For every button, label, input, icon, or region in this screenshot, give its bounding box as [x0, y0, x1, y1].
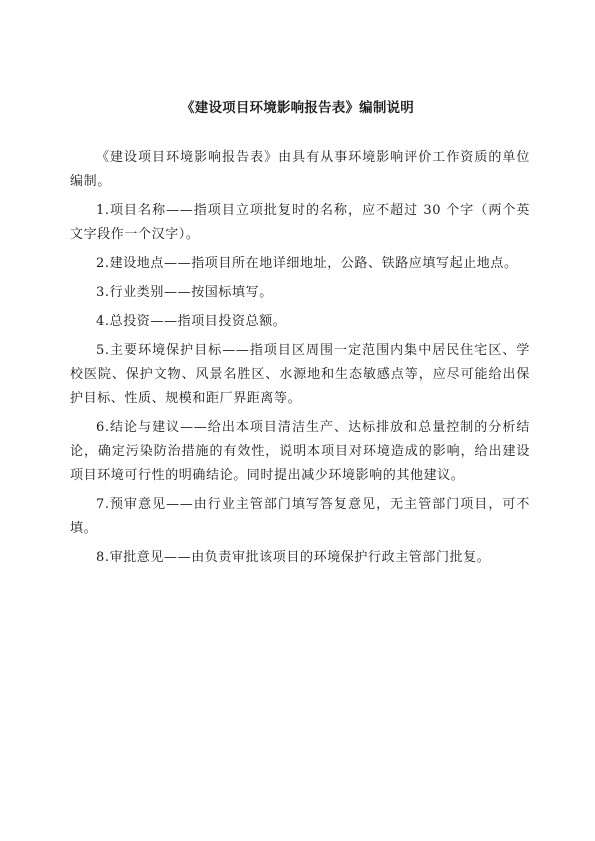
paragraph-approval-opinion: 8.审批意见——由负责审批该项目的环境保护行政主管部门批复。: [96, 550, 491, 565]
document-body: [70, 146, 530, 575]
paragraph-protection-targets: 5.主要环境保护目标——指项目区周围一定范围内集中居民住宅区、学校医院、保护文物、风景名胜区、水源地和生态敏感点等，应尽可能给出保护目标、性质、规模和距厂界距离等。: [70, 343, 530, 406]
paragraph-industry-category: 3.行业类别——按国标填写。: [96, 285, 273, 300]
paragraph-preliminary-review: 7.预审意见——由行业主管部门填写答复意见，无主管部门项目，可不填。: [70, 497, 530, 536]
paragraph-construction-site: 2.建设地点——指项目所在地详细地址，公路、铁路应填写起止地点。: [96, 256, 518, 271]
paragraph-project-name: 1.项目名称——指项目立项批复时的名称，应不超过 30 个字（两个英文字段作一个汉字）。: [70, 203, 530, 242]
paragraph-intro: 《建设项目环境影响报告表》由具有从事环境影响评价工作资质的单位编制。: [70, 150, 530, 189]
document-title: 《建设项目环境影响报告表》编制说明: [181, 100, 414, 116]
paragraph-conclusions: 6.结论与建议——给出本项目清洁生产、达标排放和总量控制的分析结论，确定污染防治措施的有效性，说明本项目对环境造成的影响，给出建设项目环境可行性的明确结论。同时提出减少环境影响的其他建议。: [70, 420, 530, 483]
paragraph-total-investment: 4.总投资——指项目投资总额。: [96, 314, 287, 329]
